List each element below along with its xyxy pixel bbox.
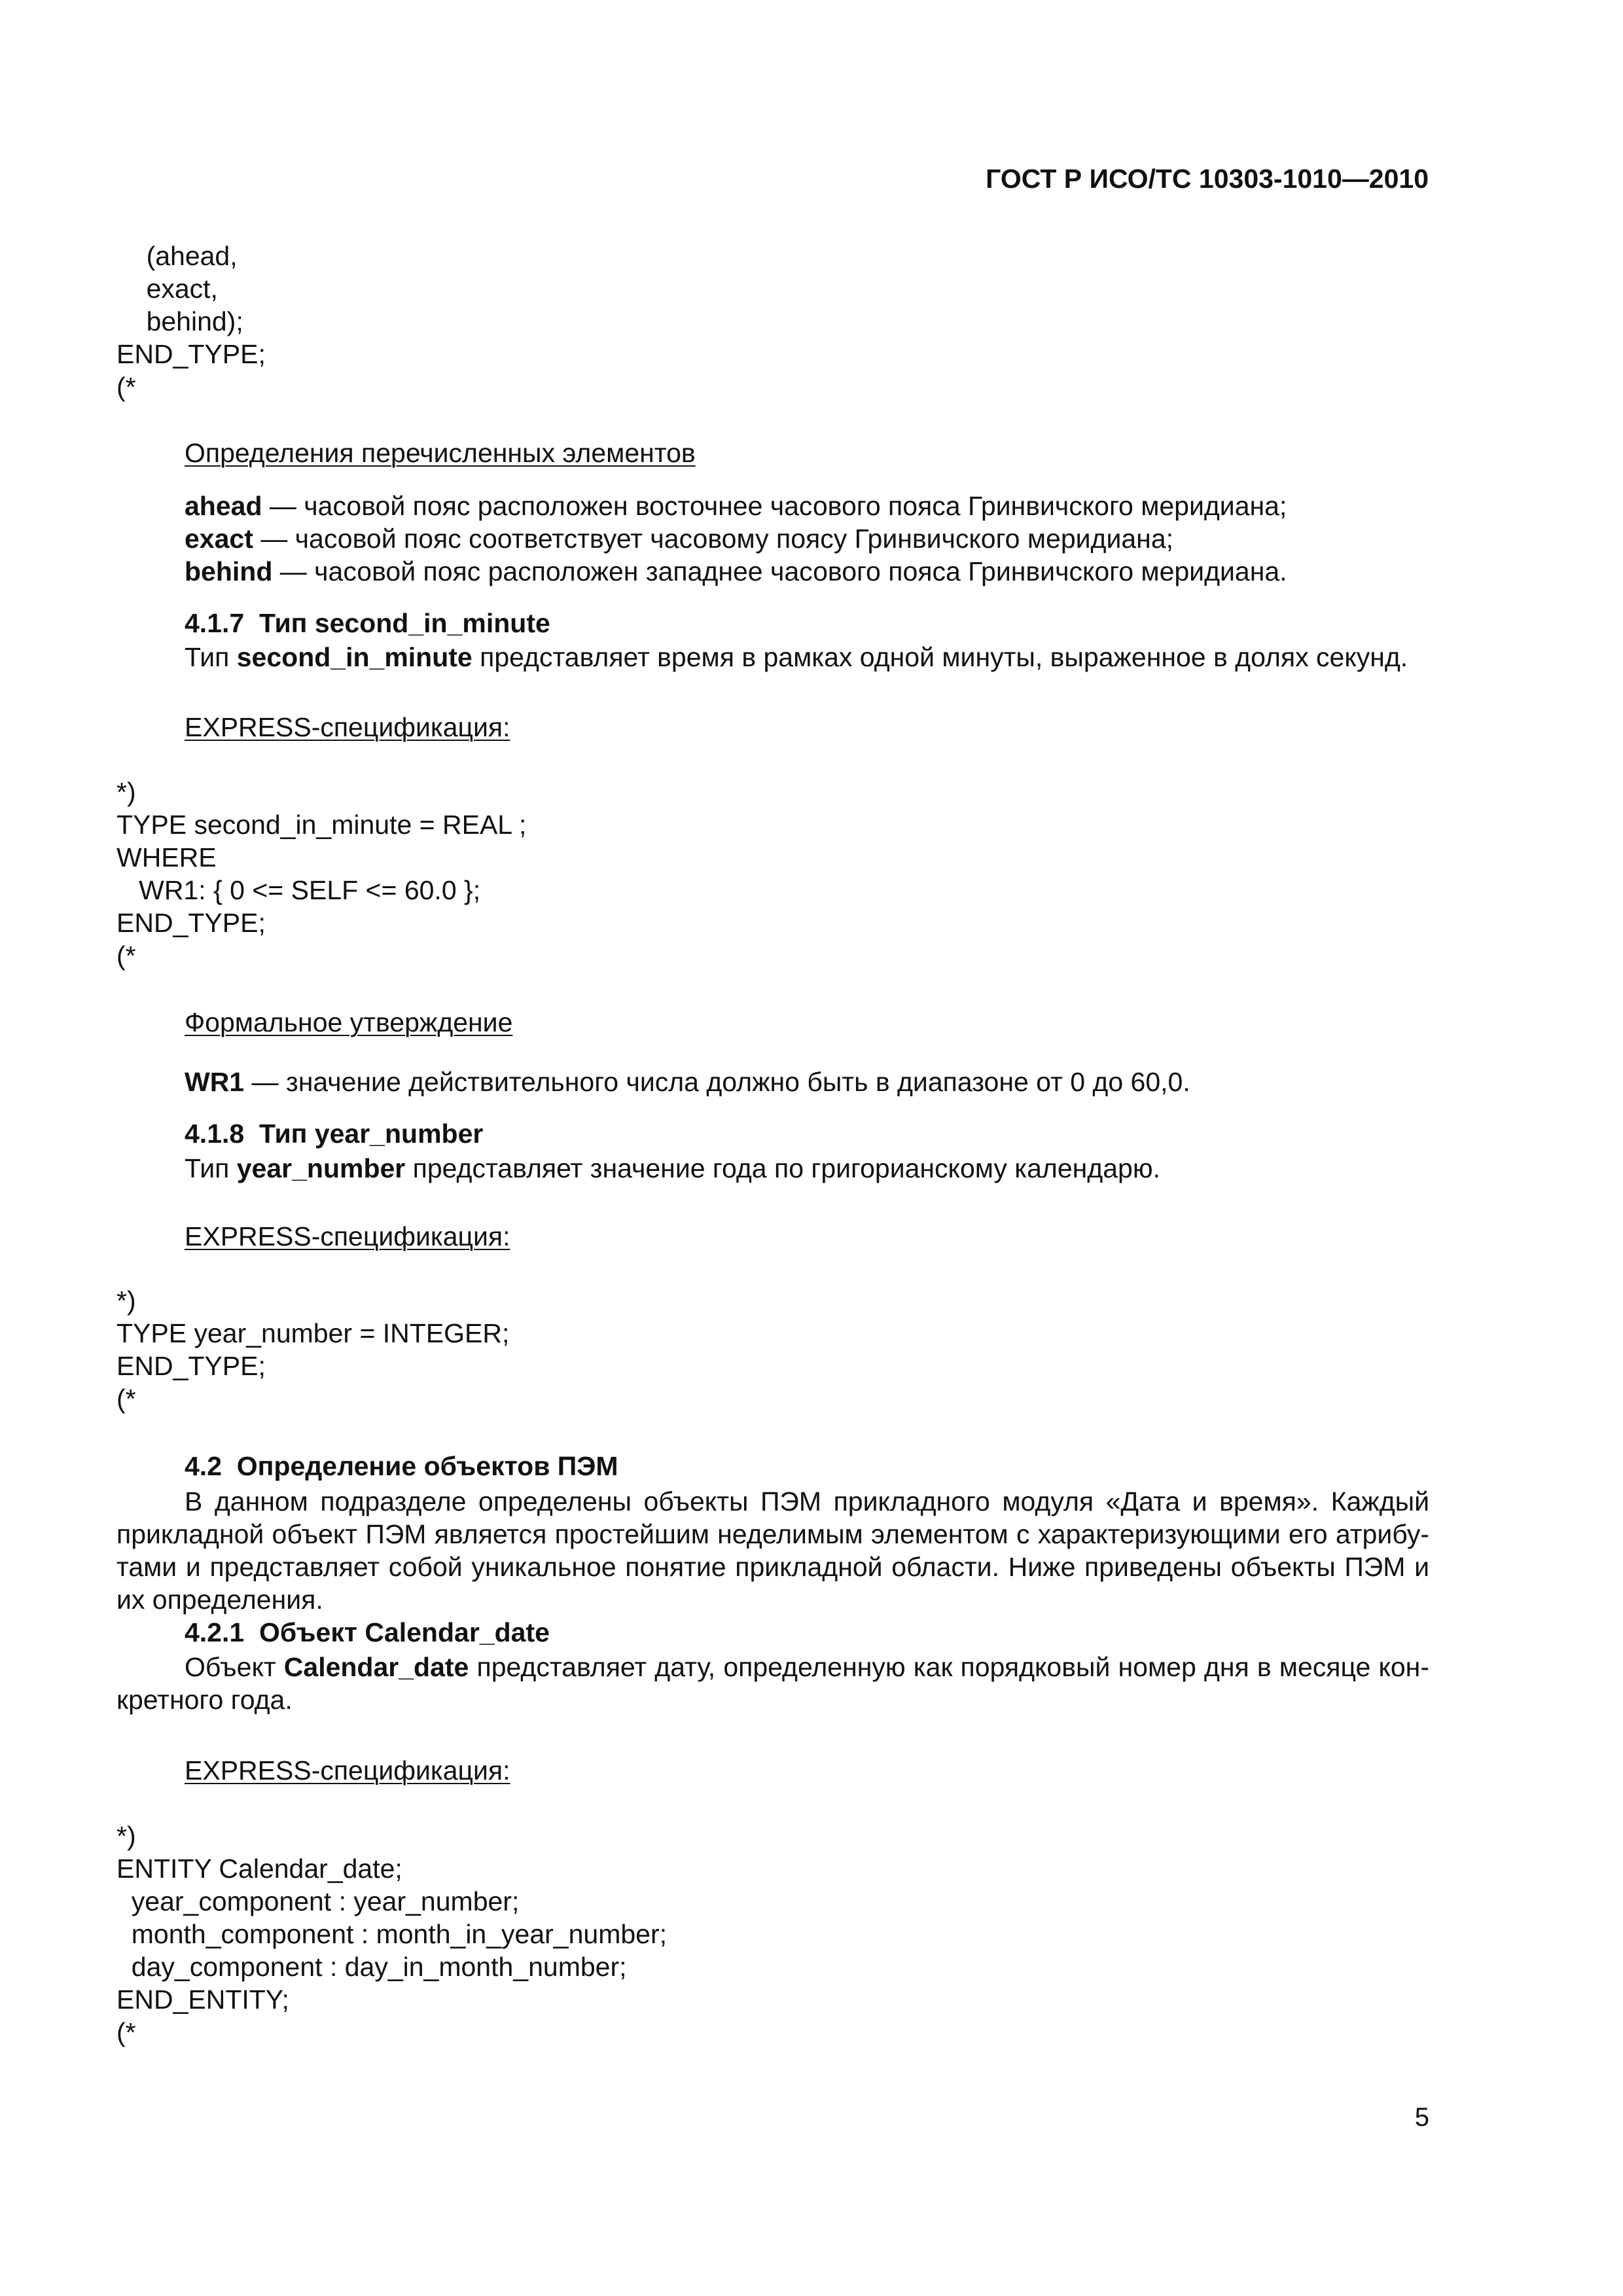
desc-text: Тип: [185, 1153, 237, 1183]
express-spec-label: EXPRESS-спецификация:: [185, 1755, 510, 1785]
term: year_number: [236, 1153, 406, 1183]
code-line: TYPE year_number = INTEGER;: [116, 1318, 510, 1348]
paragraph-line: их определения.: [116, 1585, 323, 1615]
definition-text: — значение действительного числа должно быть в диапазоне от 0 до 60,0.: [244, 1067, 1190, 1097]
code-line: exact,: [116, 274, 218, 304]
code-line: END_ENTITY;: [116, 1984, 289, 2015]
code-line: *): [116, 777, 136, 807]
section-heading-4-1-8: 4.1.8 Тип year_number: [185, 1119, 484, 1149]
code-line: END_TYPE;: [116, 339, 266, 369]
code-line: (*: [116, 941, 136, 971]
definition-text: — часовой пояс соответствует часовому поясу Гринвичского меридиана;: [253, 524, 1174, 554]
section-heading-4-2: 4.2 Определение объектов ПЭМ: [185, 1451, 618, 1481]
code-line: (*: [116, 1384, 136, 1414]
term: ahead: [185, 491, 262, 521]
enum-definition-behind: [185, 555, 1287, 588]
desc-text: представляет время в рамках одной минуты, выраженное в долях секунд.: [472, 642, 1408, 672]
section-description-cont: кретного года.: [116, 1685, 293, 1715]
definition-text: — часовой пояс расположен западнее часового пояса Гринвичского меридиана.: [272, 556, 1287, 586]
section-description: [185, 1651, 1429, 1683]
term: behind: [185, 556, 273, 586]
code-line: (*: [116, 372, 136, 402]
code-line: behind);: [116, 306, 243, 336]
paragraph-line: тами и представляет собой уникальное понятие прикладной области. Ниже приведены объекты ПЭМ и: [116, 1552, 1429, 1582]
formal-statement-title: Формальное утверждение: [185, 1007, 513, 1037]
code-line: month_component : month_in_year_number;: [116, 1919, 668, 1949]
enum-definition-ahead: [185, 490, 1287, 522]
express-spec-label: EXPRESS-спецификация:: [185, 1221, 510, 1251]
code-line: *): [116, 1285, 136, 1316]
paragraph-line: прикладной объект ПЭМ является простейшим неделимым элементом с характеризующими его атрибу-: [116, 1519, 1429, 1549]
paragraph-line: В данном подразделе определены объекты ПЭМ прикладного модуля «Дата и время». Каждый: [185, 1486, 1429, 1516]
code-line: WR1: { 0 <= SELF <= 60.0 };: [116, 875, 481, 905]
term: exact: [185, 524, 253, 554]
code-line: TYPE second_in_minute = REAL ;: [116, 810, 527, 840]
enum-definition-exact: [185, 522, 1173, 555]
section-description: [185, 1152, 1160, 1185]
desc-text: Тип: [185, 642, 237, 672]
code-line: *): [116, 1821, 136, 1851]
code-line: day_component : day_in_month_number;: [116, 1952, 627, 1982]
definition-text: — часовой пояс расположен восточнее часового пояса Гринвичского меридиана;: [262, 491, 1287, 521]
section-heading-4-1-7: 4.1.7 Тип second_in_minute: [185, 608, 550, 638]
section-description: [185, 641, 1408, 673]
code-line: (ahead,: [116, 241, 238, 271]
desc-text: представляет значение года по григорианскому календарю.: [405, 1153, 1160, 1183]
formal-statement-wr1: [185, 1066, 1190, 1098]
desc-text: представляет дату, определенную как порядковый номер дня в месяце кон-: [469, 1652, 1429, 1682]
term: second_in_minute: [236, 642, 473, 672]
code-line: END_TYPE;: [116, 1351, 266, 1381]
code-line: END_TYPE;: [116, 908, 266, 938]
term: WR1: [185, 1067, 245, 1097]
code-line: ENTITY Calendar_date;: [116, 1854, 402, 1884]
express-spec-label: EXPRESS-спецификация:: [185, 712, 510, 742]
enum-definitions-title: Определения перечисленных элементов: [185, 438, 696, 468]
page-number: 5: [1414, 2103, 1429, 2132]
code-line: (*: [116, 2017, 136, 2047]
term: Calendar_date: [283, 1652, 469, 1682]
document-header: ГОСТ Р ИСО/ТС 10303-1010—2010: [986, 164, 1429, 194]
code-line: year_component : year_number;: [116, 1886, 520, 1916]
section-heading-4-2-1: 4.2.1 Объект Calendar_date: [185, 1617, 550, 1647]
desc-text: Объект: [185, 1652, 284, 1682]
code-line: WHERE: [116, 842, 217, 872]
